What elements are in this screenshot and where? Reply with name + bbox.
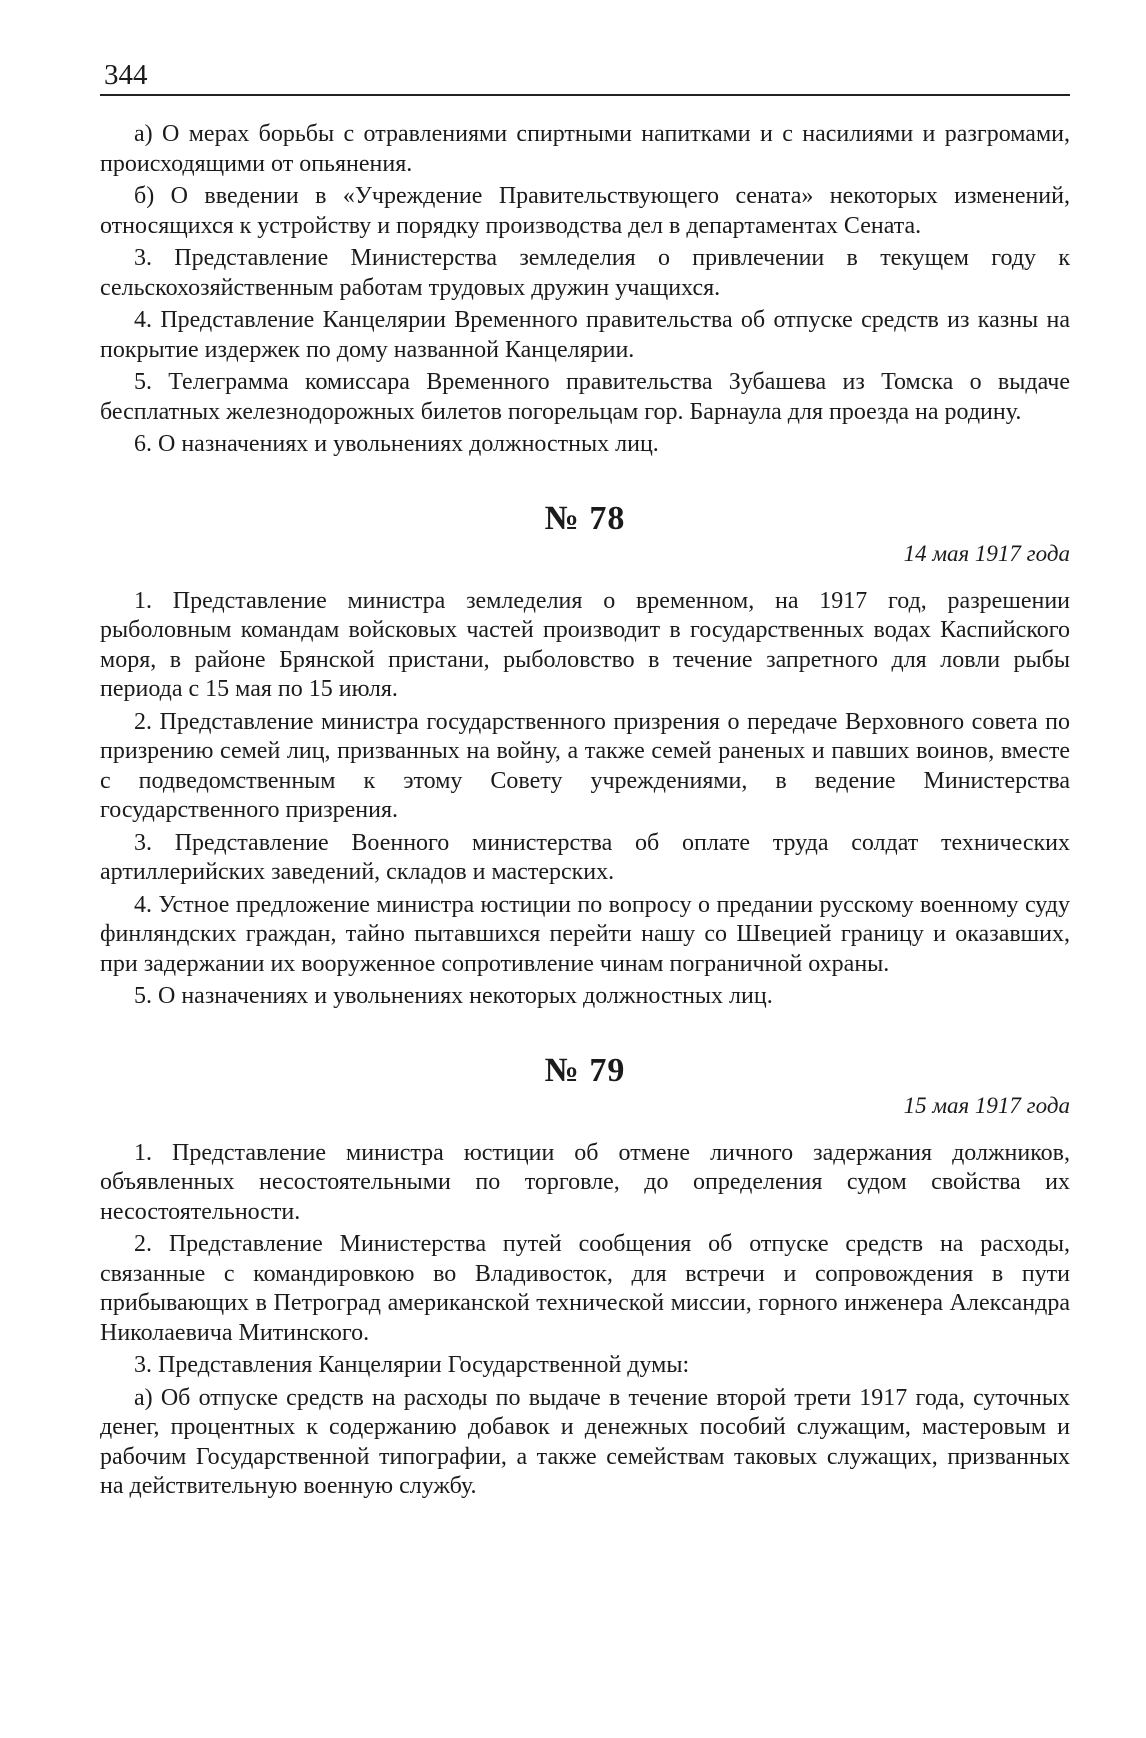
section-date: 14 мая 1917 года bbox=[903, 541, 1070, 566]
page-body bbox=[100, 120, 1070, 1505]
paragraph: 3. Представление Военного министерства об оплате труда солдат технических артиллерийских заведений, складов и мастерских. bbox=[100, 829, 1070, 885]
paragraph: 6. О назначениях и увольнениях должностных лиц. bbox=[134, 431, 659, 457]
paragraph: 3. Представление Министерства земледелия о привлечении в текущем году к сельскохозяйственным работам трудовых дружин учащихся. bbox=[100, 245, 1070, 301]
page-header bbox=[100, 58, 1070, 96]
paragraph: 5. Телеграмма комиссара Временного правительства Зубашева из Томска о выдаче бесплатных железнодорожных билетов погорельцам гор. Барнаула для проезда на родину. bbox=[100, 369, 1070, 425]
paragraph: 1. Представление министра юстиции об отмене личного задержания должников, объявленных несостоятельными по торговле, до определения судом свойства их несостоятельности. bbox=[100, 1139, 1070, 1225]
paragraph: 5. О назначениях и увольнениях некоторых должностных лиц. bbox=[134, 983, 773, 1009]
paragraph: 1. Представление министра земледелия о временном, на 1917 год, разрешении рыболовным командам войсковых частей производит в государственных водах Каспийского моря, в районе Брянской пристани, рыболовство в течение запретного для ловли рыбы периода с 15 мая по 15 июля. bbox=[100, 587, 1070, 702]
section-title: № 78 bbox=[544, 499, 626, 537]
paragraph: а) О мерах борьбы с отравлениями спиртными напитками и с насилиями и разгромами, происходящими от опьянения. bbox=[100, 121, 1070, 177]
paragraph: а) Об отпуске средств на расходы по выдаче в течение второй трети 1917 года, суточных денег, процентных к содержанию добавок и денежных пособий служащим, мастеровым и рабочим Государственной типографии, а также семействам таковых служащих, призванных на действительную военную службу. bbox=[100, 1384, 1070, 1499]
section-title: № 79 bbox=[544, 1051, 626, 1089]
paragraph: 4. Устное предложение министра юстиции по вопросу о предании русскому военному суду финляндских граждан, тайно пытавшихся перейти нашу со Швецией границу и оказавших, при задержании их вооруженное сопротивление чинам пограничной охраны. bbox=[100, 891, 1070, 977]
paragraph: 4. Представление Канцелярии Временного правительства об отпуске средств из казны на покрытие издержек по дому названной Канцелярии. bbox=[100, 307, 1070, 363]
section-date: 15 мая 1917 года bbox=[903, 1093, 1070, 1118]
paragraph: 2. Представление Министерства путей сообщения об отпуске средств на расходы, связанные с командировкою во Владивосток, для встречи и сопровождения в пути прибывающих в Петроград американской технической миссии, горного инженера Александра Николаевича Митинского. bbox=[100, 1231, 1070, 1346]
paragraph: б) О введении в «Учреждение Правительствующего сената» некоторых изменений, относящихся к устройству и порядку производства дел в департаментах Сената. bbox=[100, 183, 1070, 239]
page-number: 344 bbox=[104, 59, 148, 91]
paragraph: 3. Представления Канцелярии Государственной думы: bbox=[134, 1352, 690, 1378]
paragraph: 2. Представление министра государственного призрения о передаче Верховного совета по призрению семей лиц, призванных на войну, а также семей раненых и павших воинов, вместе с подведомственным к этому Совету учреждениями, в ведение Министерства государственного призрения. bbox=[100, 708, 1070, 823]
